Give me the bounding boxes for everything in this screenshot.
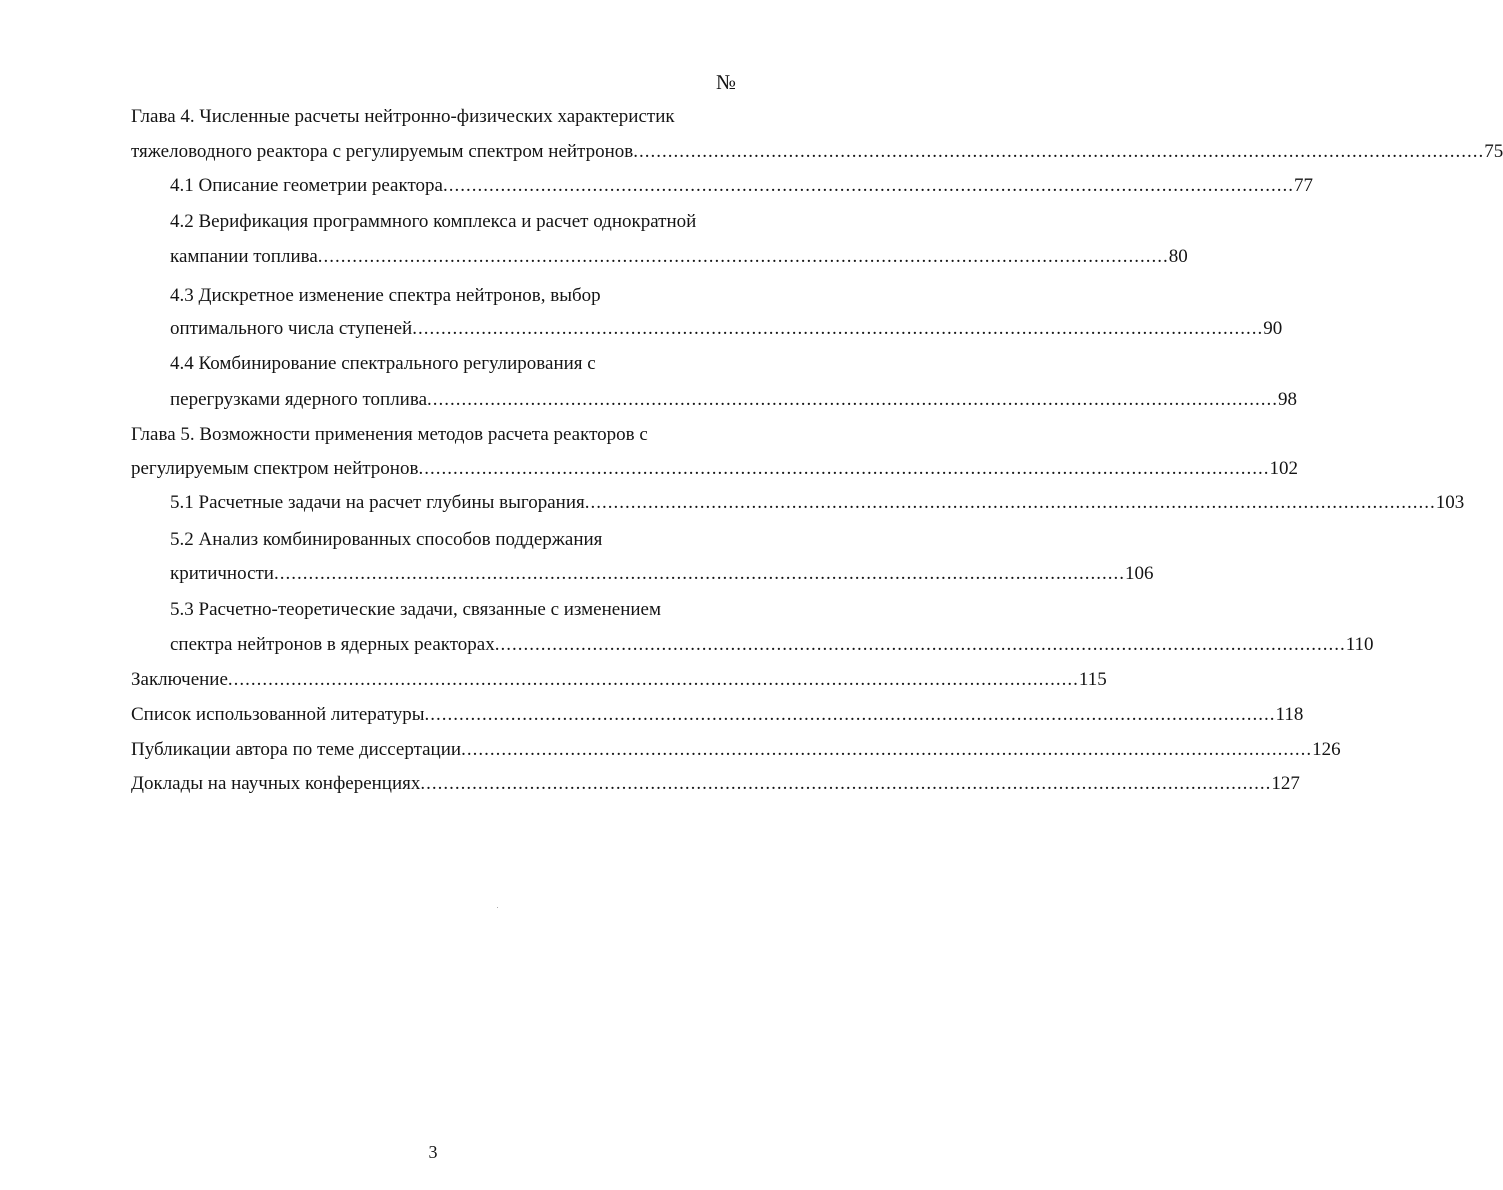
toc-page-number: 103 — [1435, 492, 1465, 513]
toc-entry-text: 4.1 Описание геометрии реактора — [170, 175, 443, 196]
toc-leader-dots: .................................................................................................................................................... — [442, 175, 1294, 196]
toc-leader-dots: .................................................................................................................................................... — [420, 773, 1272, 794]
toc-entry-text: Публикации автора по теме диссертации — [131, 739, 462, 760]
toc-leader-dots: .................................................................................................................................................... — [584, 492, 1436, 513]
toc-entry-text: Список использованной литературы — [131, 704, 425, 725]
toc-page-number: 118 — [1275, 704, 1304, 725]
toc-entry-section-4-2[interactable] — [170, 244, 1188, 270]
toc-entry-text: Заключение — [131, 669, 228, 690]
toc-leader-dots: .................................................................................................................................................... — [317, 246, 1169, 267]
toc-chapter-5-title-line1: Глава 5. Возможности применения методов расчета реакторов с — [131, 424, 648, 445]
toc-leader-dots: .................................................................................................................................................... — [633, 141, 1485, 162]
toc-section-5-3-title-line1: 5.3 Расчетно-теоретические задачи, связанные с изменением — [170, 599, 662, 620]
toc-section-4-2-title-line1: 4.2 Верификация программного комплекса и расчет однократной — [170, 211, 697, 232]
toc-entry-section-4-4[interactable] — [170, 387, 1298, 413]
toc-entry-section-5-3[interactable] — [170, 632, 1374, 658]
toc-entry-references[interactable] — [131, 702, 1304, 728]
toc-entry-text: кампании топлива — [170, 246, 318, 267]
toc-page-number: 110 — [1345, 634, 1374, 655]
toc-entry-chapter-5[interactable] — [131, 456, 1298, 482]
toc-page-number: 102 — [1269, 458, 1298, 479]
toc-page-number: 115 — [1078, 669, 1107, 690]
toc-page-number: 90 — [1263, 318, 1283, 339]
toc-entry-section-5-1[interactable] — [170, 490, 1465, 516]
toc-page-number: 106 — [1124, 563, 1154, 584]
toc-leader-dots: .................................................................................................................................................... — [227, 669, 1079, 690]
toc-page-number: 75 — [1484, 141, 1503, 162]
toc-page-number: 77 — [1293, 175, 1313, 196]
page-number-footer: 3 — [428, 1142, 438, 1162]
toc-leader-dots: .................................................................................................................................................... — [418, 458, 1270, 479]
toc-entry-text: 5.1 Расчетные задачи на расчет глубины выгорания — [170, 492, 585, 513]
toc-entry-section-4-3[interactable] — [170, 316, 1283, 342]
toc-page-number: 126 — [1312, 739, 1341, 760]
toc-entry-text: Доклады на научных конференциях — [131, 773, 421, 794]
toc-page-number: 98 — [1278, 389, 1298, 410]
toc-entry-text: спектра нейтронов в ядерных реакторах — [170, 634, 495, 655]
toc-leader-dots: .................................................................................................................................................... — [427, 389, 1279, 410]
toc-entry-text: оптимального числа ступеней — [170, 318, 413, 339]
toc-entry-section-5-2[interactable] — [170, 561, 1154, 587]
toc-entry-conference-talks[interactable] — [131, 771, 1300, 797]
toc-leader-dots: .................................................................................................................................................... — [461, 739, 1313, 760]
toc-leader-dots: .................................................................................................................................................... — [424, 704, 1276, 725]
toc-entry-text: перегрузками ядерного топлива — [170, 389, 428, 410]
scan-speck — [497, 907, 498, 908]
toc-entry-text: критичности — [170, 563, 274, 584]
page-number-column-header: № — [716, 70, 737, 94]
toc-leader-dots: .................................................................................................................................................... — [273, 563, 1125, 584]
toc-leader-dots: .................................................................................................................................................... — [412, 318, 1264, 339]
toc-entry-text: тяжеловодного реактора с регулируемым спектром нейтронов — [131, 141, 634, 162]
toc-entry-section-4-1[interactable] — [170, 173, 1313, 199]
toc-page-number: 127 — [1271, 773, 1300, 794]
toc-entry-conclusion[interactable] — [131, 667, 1107, 693]
toc-entry-chapter-4[interactable] — [131, 139, 1503, 165]
toc-chapter-4-title-line1: Глава 4. Численные расчеты нейтронно-физических характеристик — [131, 106, 675, 127]
toc-section-5-2-title-line1: 5.2 Анализ комбинированных способов поддержания — [170, 529, 603, 550]
toc-entry-text: регулируемым спектром нейтронов — [131, 458, 419, 479]
toc-leader-dots: .................................................................................................................................................... — [494, 634, 1346, 655]
toc-entry-publications[interactable] — [131, 737, 1341, 763]
toc-section-4-4-title-line1: 4.4 Комбинирование спектрального регулирования с — [170, 353, 596, 374]
toc-section-4-3-title-line1: 4.3 Дискретное изменение спектра нейтронов, выбор — [170, 285, 601, 306]
toc-page-number: 80 — [1168, 246, 1188, 267]
